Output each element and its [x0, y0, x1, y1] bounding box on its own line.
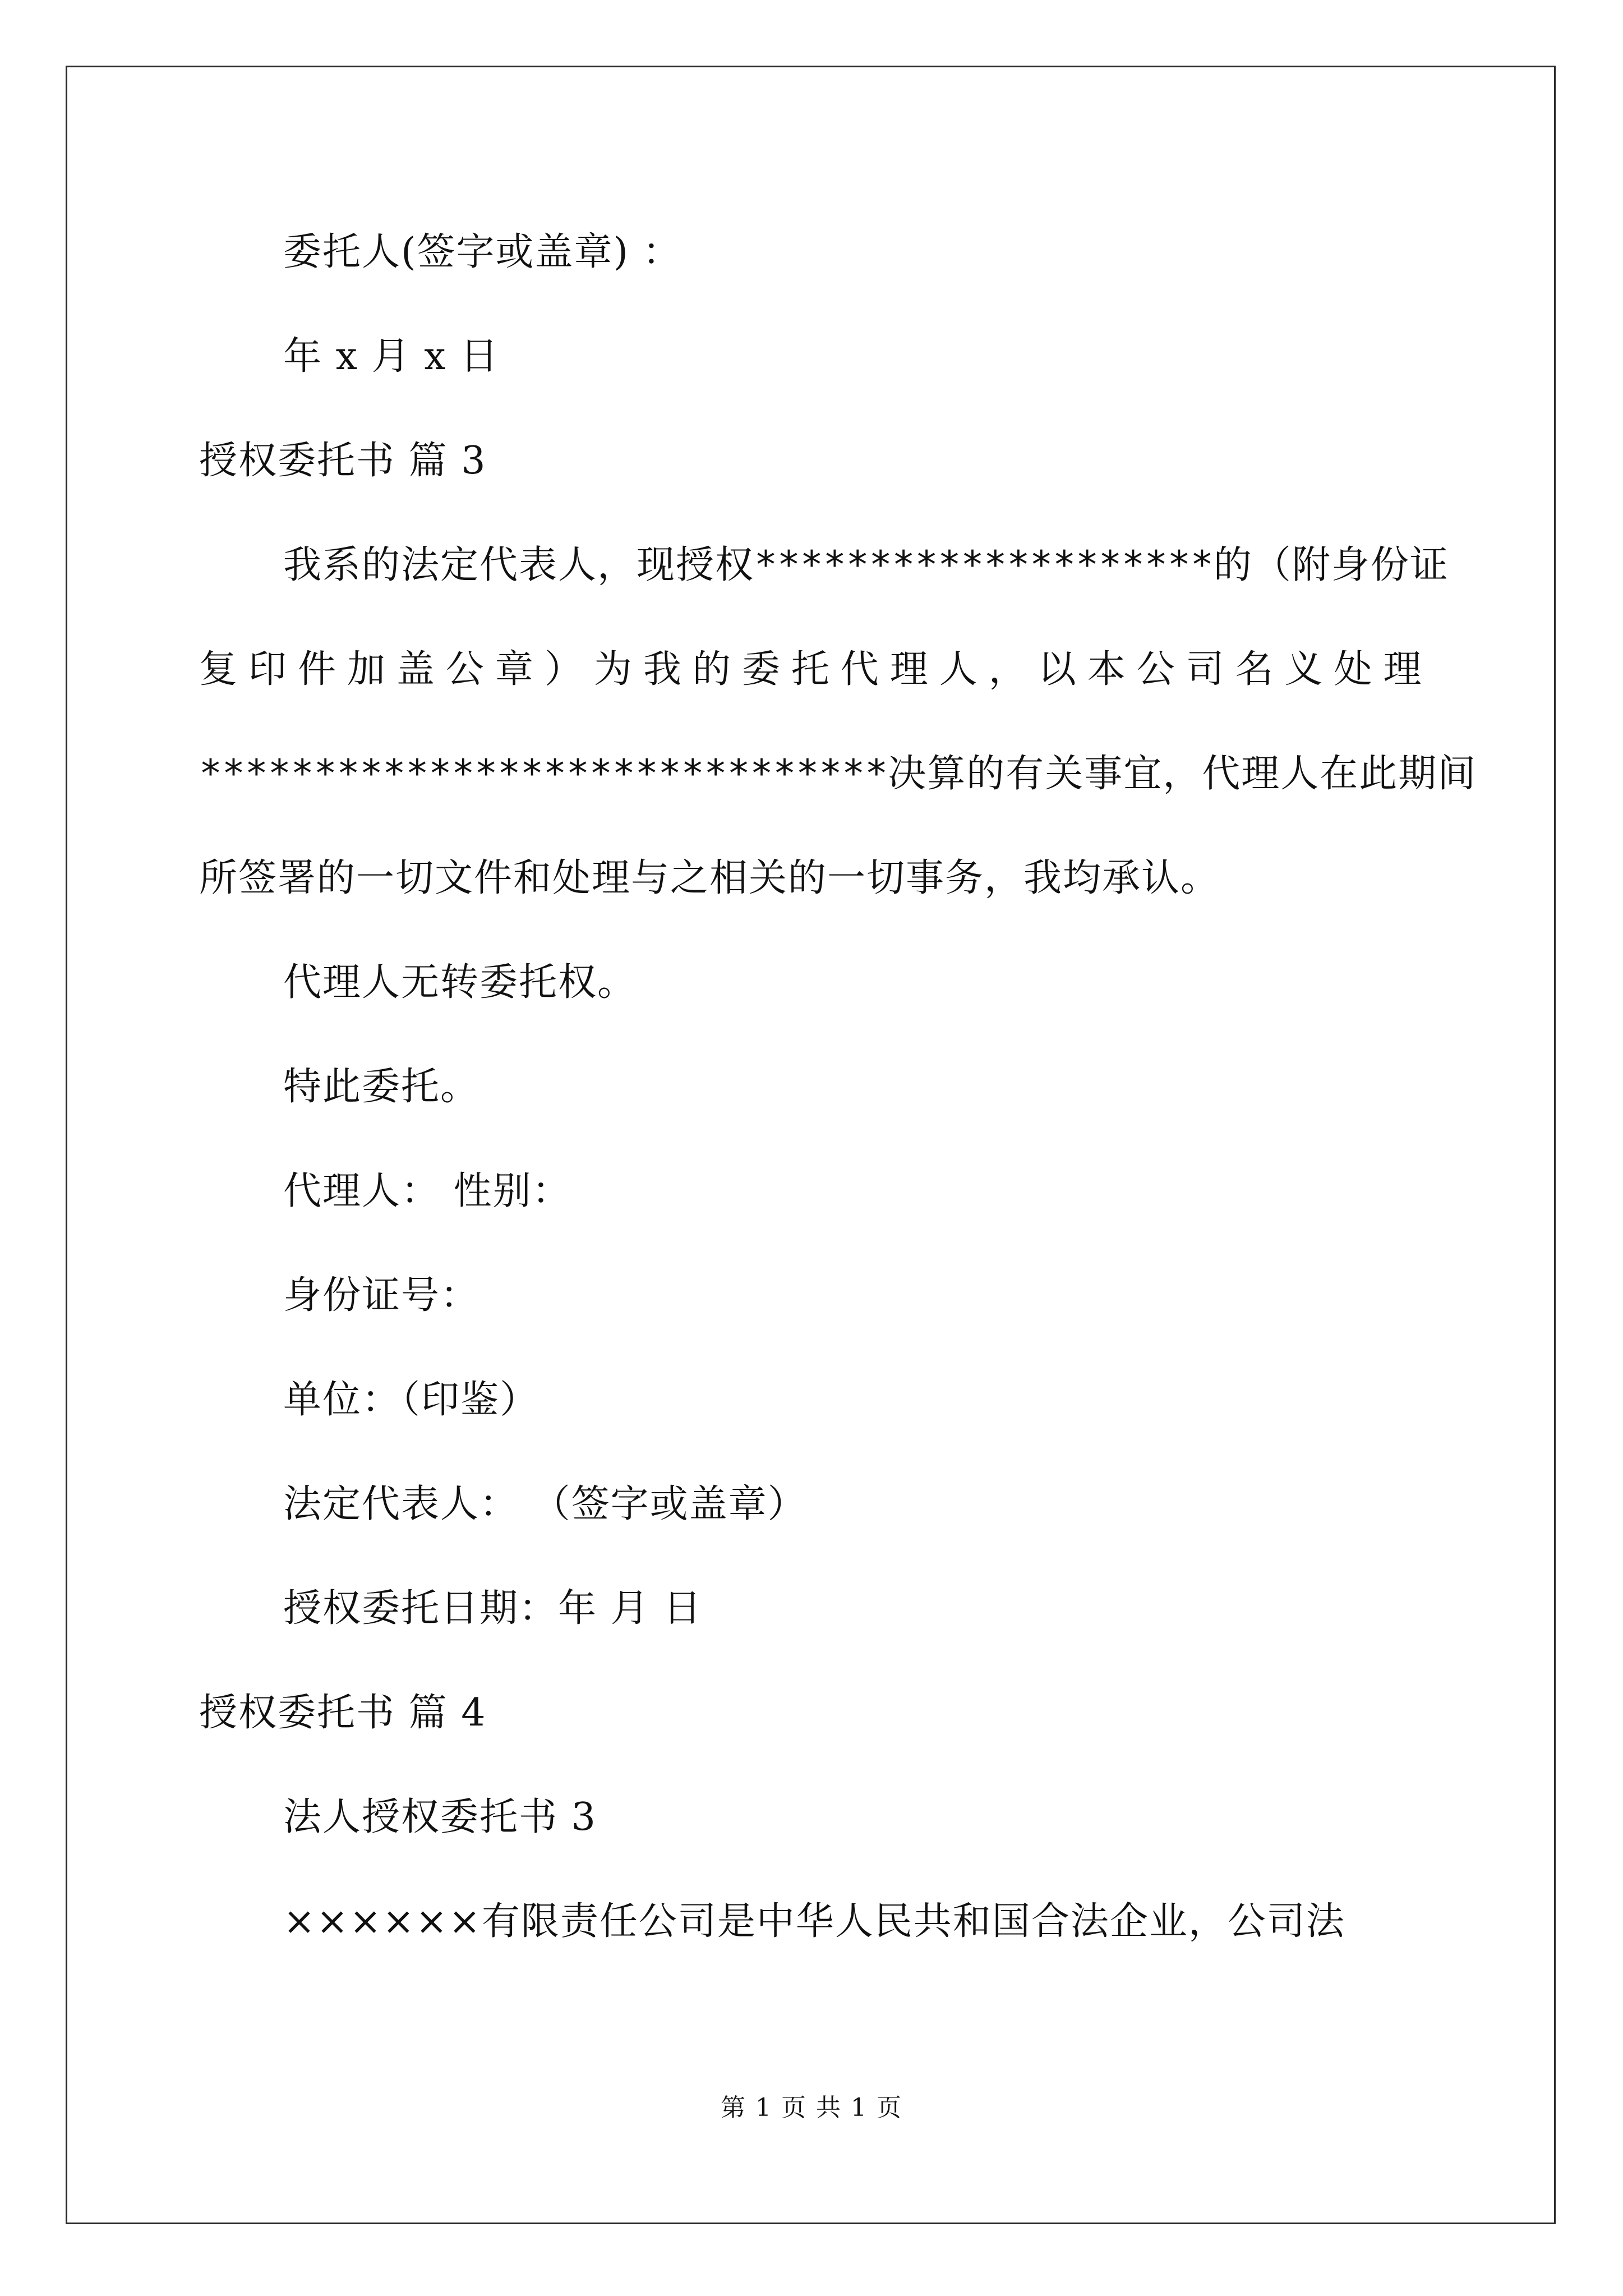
- date-line: 年 x 月 x 日: [283, 334, 500, 379]
- justified-char: 公: [1136, 647, 1175, 692]
- client-signature-line: 委托人(签字或盖章) ：: [283, 230, 682, 274]
- justified-char: ，: [988, 647, 1027, 692]
- justified-char: 司: [1186, 647, 1224, 692]
- text-segment: 的（附身份证: [1213, 543, 1449, 587]
- justified-char: 我: [643, 647, 681, 692]
- authorization-date-line: 授权委托日期：年 月 日: [283, 1586, 703, 1631]
- paragraph-line: 所签署的一切文件和处理与之相关的一切事务，我均承认。: [199, 856, 1220, 900]
- justified-char: 加: [347, 647, 385, 692]
- justified-char: 以: [1038, 647, 1076, 692]
- agent-gender-line: 代理人： 性别：: [283, 1169, 571, 1213]
- masked-field: ********************: [754, 543, 1214, 587]
- justified-char: 的: [692, 647, 731, 692]
- hereby-line: 特此委托。: [283, 1065, 480, 1109]
- justified-char: 代: [840, 647, 879, 692]
- justified-char: 本: [1087, 647, 1126, 692]
- justified-char: 人: [939, 647, 978, 692]
- text-segment: 我系的法定代表人，现授权: [283, 543, 755, 587]
- masked-field: ******************************: [199, 752, 888, 796]
- justified-paragraph-line: [199, 647, 1422, 692]
- justified-char: 为: [593, 647, 632, 692]
- paragraph-line: ××××××有限责任公司是中华人民共和国合法企业，公司法: [283, 1899, 1345, 1944]
- text-segment: 决算的有关事宜，代理人在此期间: [888, 752, 1477, 796]
- justified-char: 理: [889, 647, 928, 692]
- id-number-line: 身份证号：: [283, 1273, 480, 1318]
- justified-char: ）: [544, 647, 583, 692]
- justified-char: 印: [248, 647, 287, 692]
- legal-rep-line: 法定代表人： （签字或盖章）: [283, 1482, 807, 1526]
- section-heading-3: 授权委托书 篇 3: [199, 439, 487, 483]
- justified-char: 公: [445, 647, 484, 692]
- justified-char: 章: [495, 647, 533, 692]
- subheading: 法人授权委托书 3: [283, 1795, 597, 1839]
- paragraph-line: [283, 543, 1449, 588]
- page-footer: 第 1 页 共 1 页: [721, 2093, 902, 2122]
- justified-char: 义: [1284, 647, 1323, 692]
- unit-seal-line: 单位：（印鉴）: [283, 1378, 540, 1422]
- justified-char: 处: [1334, 647, 1372, 692]
- justified-char: 复: [199, 647, 238, 692]
- justified-char: 件: [297, 647, 336, 692]
- justified-char: 委: [741, 647, 780, 692]
- section-heading-4: 授权委托书 篇 4: [199, 1691, 487, 1735]
- justified-char: 盖: [396, 647, 435, 692]
- justified-char: 名: [1235, 647, 1274, 692]
- justified-char: 托: [791, 647, 829, 692]
- no-subdelegation-line: 代理人无转委托权。: [283, 960, 637, 1005]
- paragraph-line: [199, 752, 1477, 797]
- justified-char: 理: [1383, 647, 1422, 692]
